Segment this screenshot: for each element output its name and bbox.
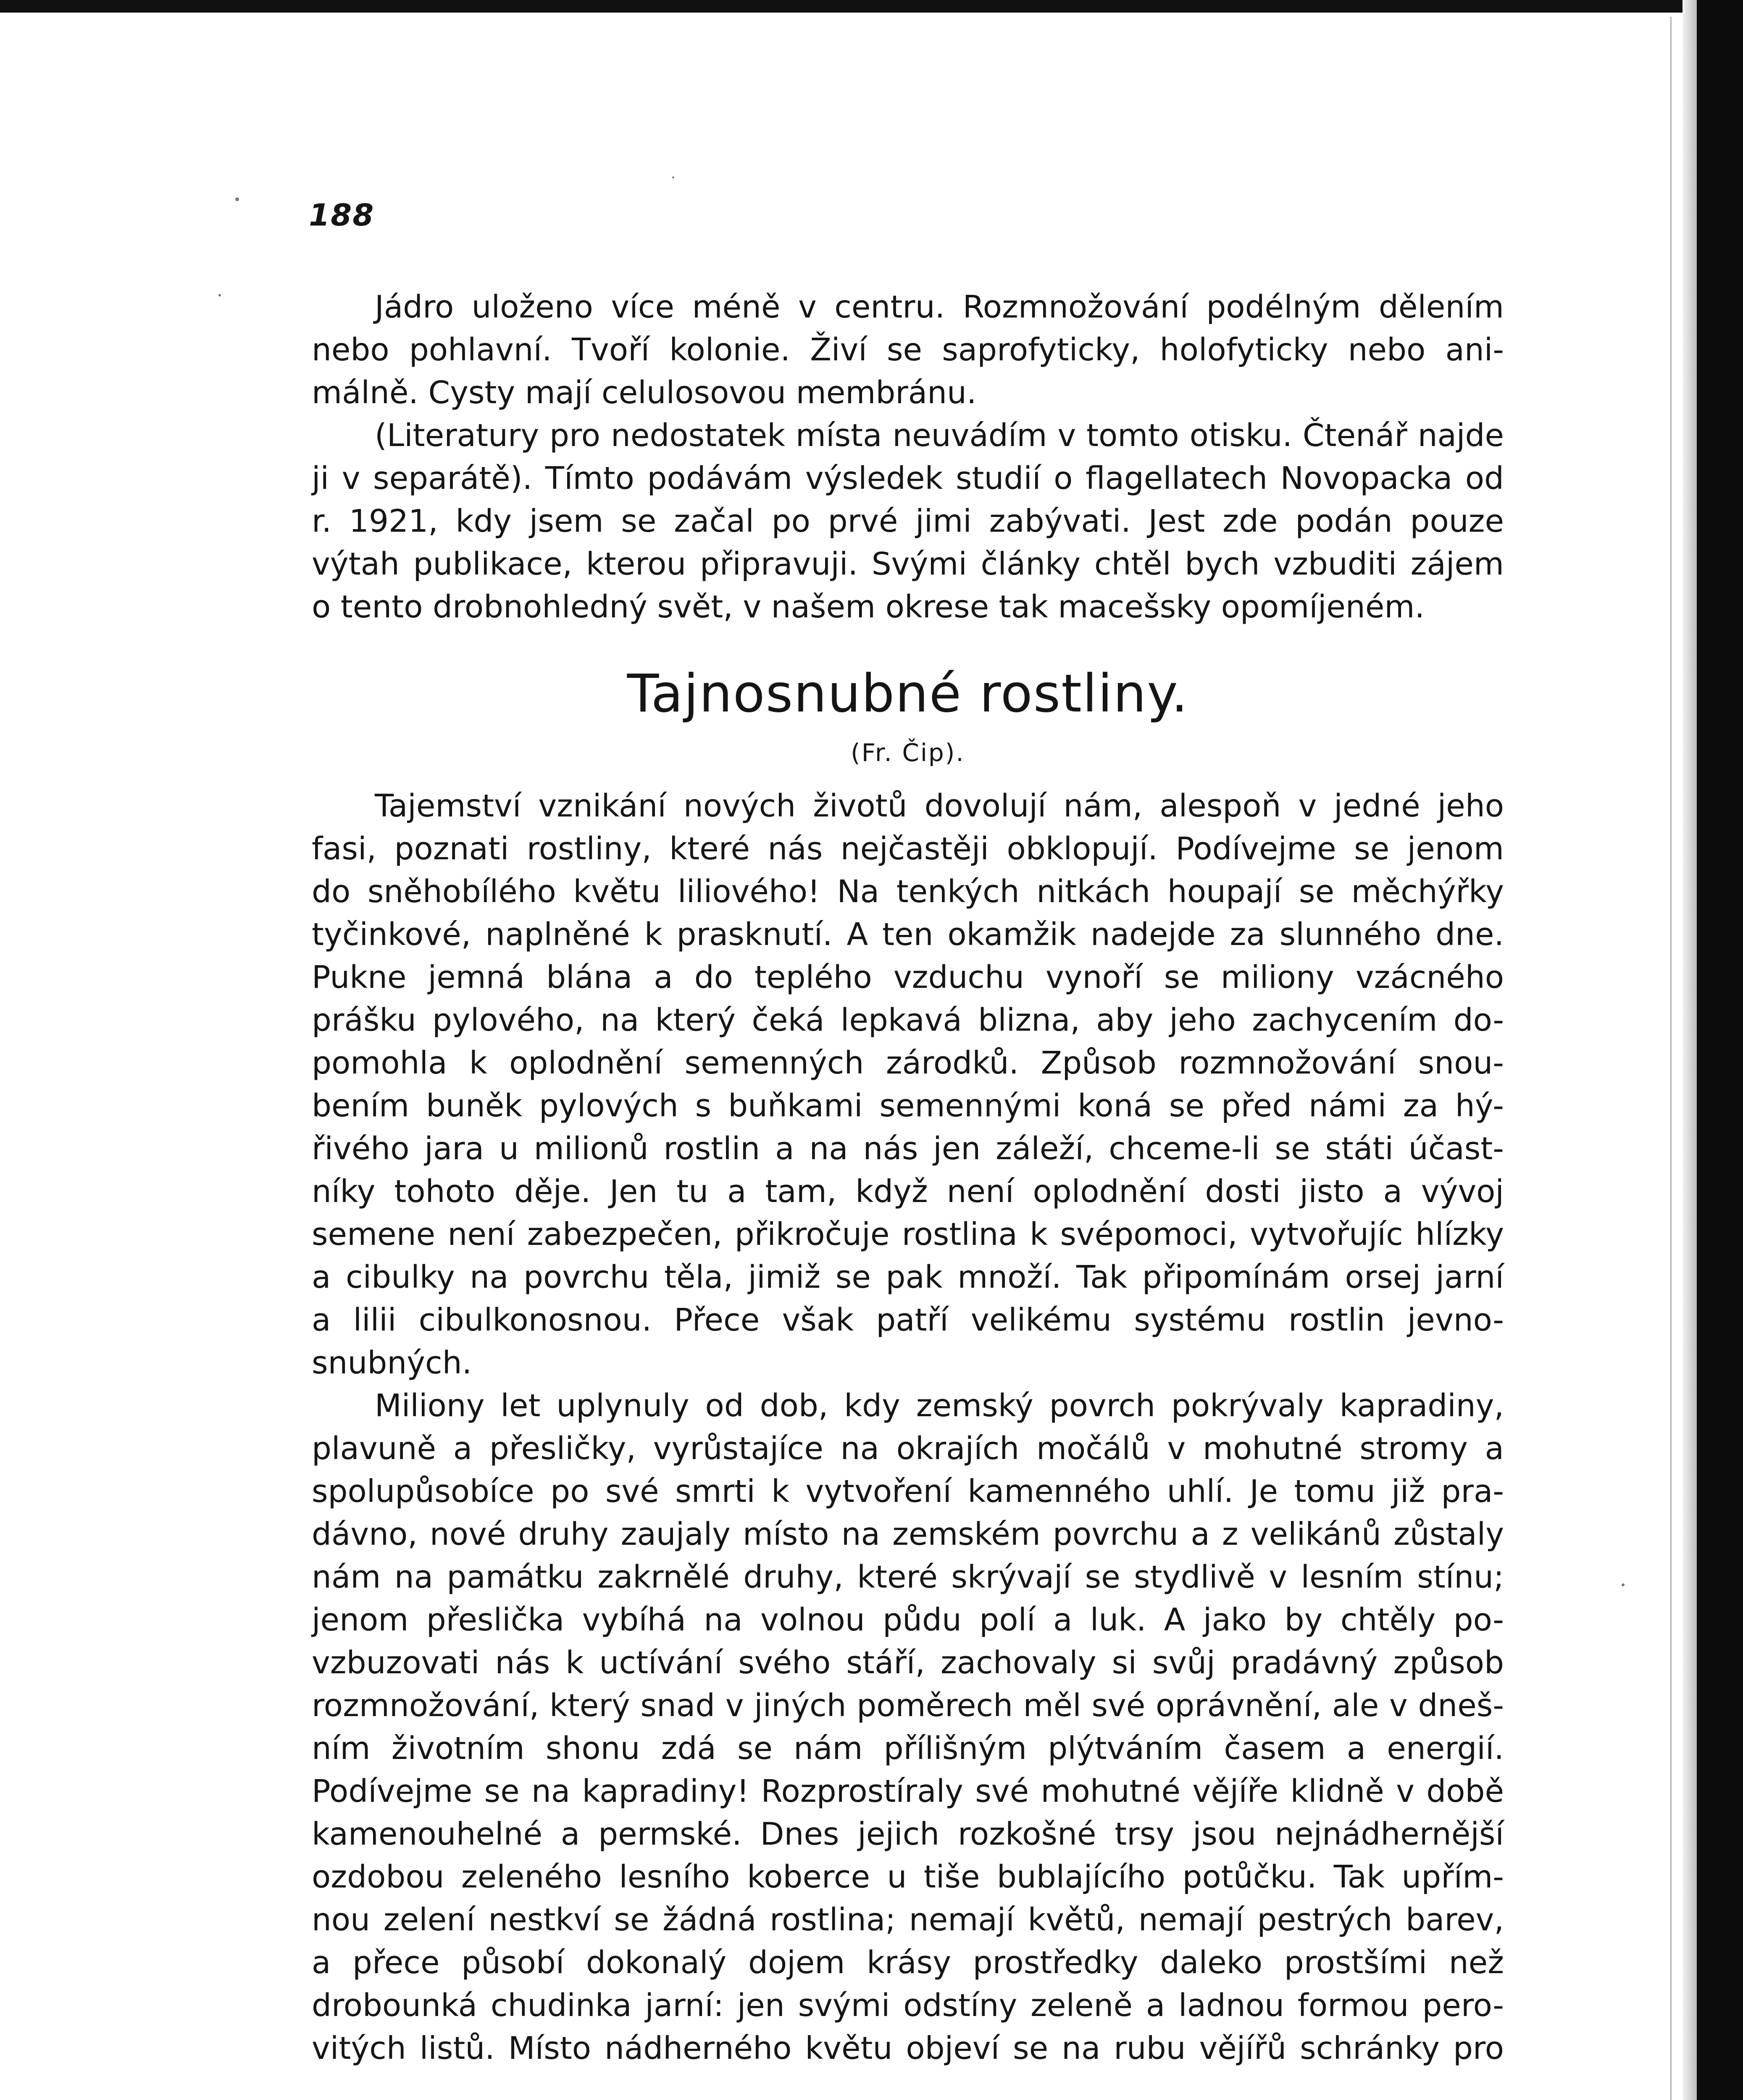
text-line: a cibulky na povrchu těla, jimiž se pak množí. Tak připomínám orsej jarní: [312, 1259, 1504, 1295]
text-line: jenom přeslička vybíhá na volnou půdu polí a luk. A jako by chtěly po-: [312, 1602, 1504, 1638]
text-line: pomohla k oplodnění semenných zárodků. Způsob rozmnožování snou-: [312, 1045, 1504, 1081]
intro-paragraph-2: [312, 414, 1504, 628]
text-line: semene není zabezpečen, přikročuje rostlina k svépomoci, vytvořujíc hlízky: [312, 1216, 1504, 1252]
body-paragraph-1: [312, 785, 1504, 1384]
text-line: vitých listů. Místo nádherného květu objeví se na rubu vějířů schránky pro: [312, 2030, 1504, 2066]
text-line: ji v separátě). Tímto podávám výsledek studií o flagellatech Novopacka od: [312, 460, 1504, 496]
text-line: Podívejme se na kapradiny! Rozprostíraly své mohutné vějíře klidně v době: [312, 1773, 1504, 1809]
text-line: a přece působí dokonalý dojem krásy prostředky daleko prostšími než: [312, 1945, 1504, 1981]
text-line: ním životním shonu zdá se nám přílišným plýtváním časem a energií.: [312, 1730, 1504, 1767]
text-line: ozdobou zeleného lesního koberce u tiše bublajícího potůčku. Tak upřím-: [312, 1859, 1504, 1895]
text-line: (Literatury pro nedostatek místa neuvádím v tomto otisku. Čtenář najde: [375, 417, 1504, 454]
text-line: Pukne jemná blána a do teplého vzduchu vynoří se miliony vzácného: [312, 959, 1504, 995]
text-line: plavuně a přesličky, vyrůstajíce na okrajích močálů v mohutné stromy a: [312, 1431, 1504, 1467]
text-line: málně. Cysty mají celulosovou membránu.: [312, 375, 977, 411]
text-line: drobounká chudinka jarní: jen svými odstíny zeleně a ladnou formou pero-: [312, 1987, 1504, 2024]
text-line: prášku pylového, na který čeká lepkavá blizna, aby jeho zachycením do-: [312, 1002, 1504, 1038]
article-title: Tajnosnubné rostliny.: [627, 664, 1189, 724]
text-line: a lilii cibulkonosnou. Přece však patří velikému systému rostlin jevno-: [312, 1302, 1504, 1338]
text-line: dávno, nové druhy zaujaly místo na zemském povrchu a z velikánů zůstaly: [312, 1516, 1504, 1552]
text-line: spolupůsobíce po své smrti k vytvoření kamenného uhlí. Je tomu již pra-: [312, 1473, 1504, 1509]
page-number: 188: [309, 197, 375, 233]
text-line: do sněhobílého květu liliového! Na tenkých nitkách houpají se měchýřky: [312, 874, 1504, 910]
text-line: kamenouhelné a permské. Dnes jejich rozkošné trsy jsou nejnádhernější: [312, 1816, 1504, 1852]
text-line: fasi, poznati rostliny, které nás nejčastěji obklopují. Podívejme se jenom: [312, 831, 1504, 867]
text-line: Miliony let uplynuly od dob, kdy zemský povrch pokrývaly kapradiny,: [375, 1388, 1504, 1424]
text-line: nebo pohlavní. Tvoří kolonie. Živí se saprofyticky, holofyticky nebo ani-: [312, 332, 1504, 368]
text-line: řivého jara u milionů rostlin a na nás jen záleží, chceme-li se státi účast-: [312, 1131, 1504, 1167]
text-line: níky tohoto děje. Jen tu a tam, když není oplodnění dosti jisto a vývoj: [312, 1173, 1504, 1210]
text-line: rozmnožování, který snad v jiných poměrech měl své oprávnění, ale v dneš-: [312, 1688, 1504, 1724]
text-line: r. 1921, kdy jsem se začal po prvé jimi zabývati. Jest zde podán pouze: [312, 503, 1504, 539]
text-line: nou zelení nestkví se žádná rostlina; nemají květů, nemají pestrých barev,: [312, 1902, 1504, 1938]
text-line: bením buněk pylových s buňkami semennými koná se před námi za hý-: [312, 1088, 1504, 1124]
text-line: nám na památku zakrnělé druhy, které skrývají se stydlivě v lesním stínu;: [312, 1559, 1504, 1595]
text-line: výtah publikace, kterou připravuji. Svými články chtěl bych vzbuditi zájem: [312, 546, 1504, 582]
text-line: snubných.: [312, 1345, 472, 1381]
intro-paragraph-1: [312, 286, 1504, 414]
text-line: Jádro uloženo více méně v centru. Rozmnožování podélným dělením: [375, 289, 1504, 325]
text-line: vzbuzovati nás k uctívání svého stáří, zachovaly si svůj pradávný způsob: [312, 1645, 1504, 1681]
article-author: (Fr. Čip).: [851, 738, 965, 767]
text-line: o tento drobnohledný svět, v našem okrese tak macešsky opomíjeném.: [312, 589, 1425, 625]
text-line: tyčinkové, naplněné k prasknutí. A ten okamžik nadejde za slunného dne.: [312, 916, 1504, 953]
body-paragraph-2: [312, 1384, 1504, 2070]
text-line: Tajemství vznikání nových životů dovolují nám, alespoň v jedné jeho: [375, 788, 1504, 824]
